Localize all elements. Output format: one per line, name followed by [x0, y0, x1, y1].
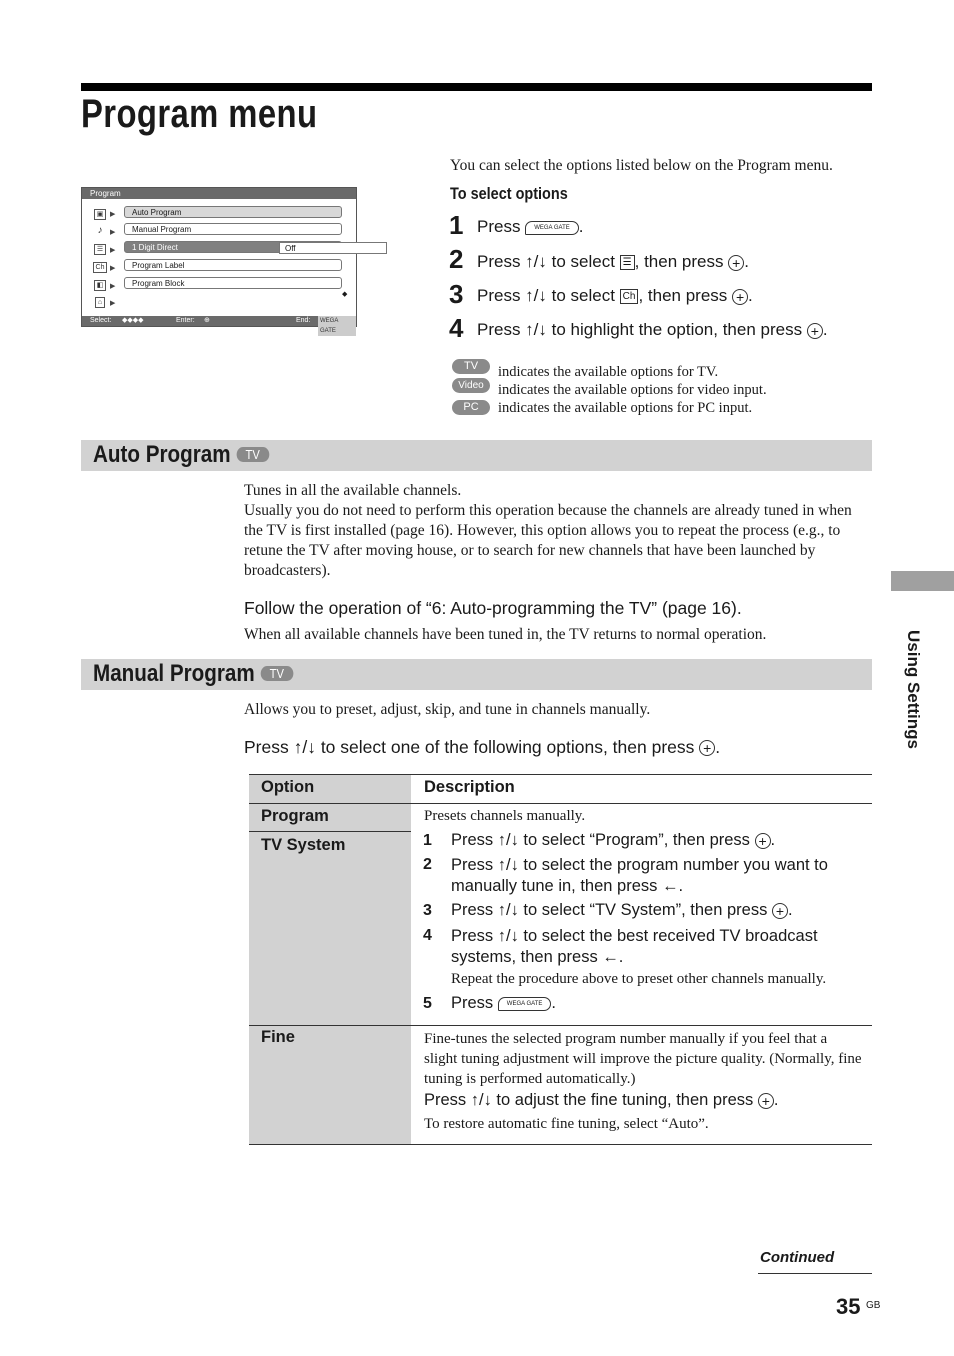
column-header-option: Option: [261, 778, 315, 796]
menu-arrow-icon: ▶: [110, 265, 116, 272]
program-icon: ☰: [86, 243, 114, 257]
option-tv-system: TV System: [261, 836, 346, 854]
side-label: Using Settings: [904, 630, 923, 750]
channel-icon: Ch: [620, 289, 639, 304]
table-step-text: Press ↑/↓ to select “TV System”, then press: [451, 901, 768, 919]
auto-program-para1: Tunes in all the available channels.: [244, 482, 462, 499]
step-text: Press ↑/↓ to highlight the option, then press: [477, 320, 803, 339]
auto-program-band: [81, 440, 872, 471]
option-fine: Fine: [261, 1028, 295, 1046]
step-text-after: .: [578, 217, 584, 236]
enter-icon: ⊕: [204, 317, 210, 324]
digit-direct-value: Off: [279, 242, 387, 254]
page-title: Program menu: [81, 92, 318, 136]
page-number: 35: [836, 1294, 861, 1319]
table-rule: [249, 1144, 872, 1145]
pip-icon: ◧: [86, 279, 114, 293]
auto-program-note: When all available channels have been tuned in, the TV returns to normal operation.: [244, 626, 767, 643]
table-step-number: 4: [423, 927, 432, 944]
wega-gate-button-icon: WEGA GATE: [498, 997, 552, 1011]
enter-button-icon: +: [772, 903, 788, 919]
step-1-text: [477, 217, 584, 237]
fine-note: To restore automatic fine tuning, select “Auto”.: [424, 1116, 709, 1132]
page-suffix: GB: [866, 1300, 881, 1311]
step-4: [449, 313, 463, 344]
section-title: Manual Program: [93, 660, 255, 687]
column-header-description: Description: [424, 778, 515, 796]
option-program: Program: [261, 807, 329, 825]
side-tab: [891, 571, 954, 591]
continued-label: Continued: [760, 1249, 835, 1266]
manual-program-desc: Allows you to preset, adjust, skip, and tune in channels manually.: [244, 701, 651, 718]
step-2: [449, 244, 463, 275]
table-step-number: 3: [423, 902, 432, 919]
table-step-text: Press ↑/↓ to select “Program”, then press: [451, 831, 750, 849]
menu-item-digit-direct[interactable]: [124, 241, 342, 253]
table-step-text: Press: [451, 994, 494, 1012]
legend-video-text: indicates the available options for video input.: [498, 382, 767, 398]
step-number: 4: [449, 313, 464, 343]
table-step-number: 1: [423, 832, 432, 849]
manual-program-band: [81, 659, 872, 690]
program-menu-screenshot: [81, 187, 357, 334]
menu-arrow-icon: ▶: [110, 300, 116, 307]
intro-text: You can select the options listed below on the Program menu.: [450, 157, 833, 174]
scroll-icon: ◆: [342, 291, 348, 298]
menu-arrow-icon: ▶: [110, 247, 116, 254]
fine-desc: Fine-tunes the selected program number manually if you feel that a slight tuning adjustment will improve the picture quality. (Normally, fine tuning is performed automatically.): [424, 1031, 862, 1087]
table-rule: [249, 803, 872, 804]
channel-icon: Ch: [86, 261, 114, 275]
tv-badge-icon: TV: [236, 447, 269, 462]
menu-item-program-label[interactable]: Program Label: [124, 259, 342, 271]
section-title: Auto Program: [93, 441, 231, 468]
auto-program-para2: Usually you do not need to perform this operation because the channels are already tuned in when the TV is first installed (page 16). However, this option allows you to repeat the process (e.g., to retune the TV after moving house, or to search for new channels that have been launched by broadcasters).: [244, 502, 852, 579]
table-step-number: 2: [423, 856, 432, 873]
enter-button-icon: +: [758, 1093, 774, 1109]
table-step-2: Press ↑/↓ to select the program number you want to manually tune in, then press ←.: [451, 856, 828, 895]
program-desc: Presets channels manually.: [424, 808, 586, 824]
enter-button-icon: +: [732, 289, 748, 305]
arrows-icon: ◆◆◆◆: [122, 317, 144, 324]
step-text: Press ↑/↓ to select: [477, 286, 615, 305]
table-step-4: Press ↑/↓ to select the best received TV broadcast systems, then press ←.: [451, 927, 818, 966]
title-rule: [81, 83, 872, 91]
step-2-text: Press ↑/↓ to select ☰ , then press + .: [477, 252, 749, 271]
auto-program-title: [93, 441, 269, 469]
pc-badge-icon: PC: [452, 400, 490, 415]
setup-icon: ⌂: [86, 296, 114, 310]
footer-enter: Enter:: [176, 317, 195, 324]
table-step-number: 5: [423, 995, 432, 1012]
sound-icon: ♪: [97, 225, 103, 236]
step-text: Press: [477, 217, 521, 236]
menu-item-program-block[interactable]: Program Block: [124, 277, 342, 289]
instruction-text: Press ↑/↓ to select one of the following options, then press: [244, 737, 695, 757]
step-number: 3: [449, 279, 464, 309]
auto-program-instruction: Follow the operation of “6: Auto-programming the TV” (page 16).: [244, 598, 742, 618]
continued-rule: [758, 1273, 872, 1274]
menu-item-label: 1 Digit Direct: [132, 243, 178, 252]
wega-gate-icon: WEGA GATE: [318, 316, 356, 336]
to-select-heading: To select options: [450, 184, 568, 203]
instruction-text: Press ↑/↓ to adjust the fine tuning, then press: [424, 1091, 754, 1109]
manual-program-title: [93, 660, 293, 688]
footer-end: End:: [296, 317, 311, 324]
menu-arrow-icon: ▶: [110, 211, 116, 218]
repeat-note: Repeat the procedure above to preset other channels manually.: [451, 971, 827, 987]
menu-arrow-icon: ▶: [110, 283, 116, 290]
menu-arrow-icon: ▶: [110, 229, 116, 236]
enter-button-icon: +: [728, 255, 744, 271]
step-3: [449, 279, 463, 310]
legend-tv-text: indicates the available options for TV.: [498, 364, 719, 380]
step-text-after: , then press: [634, 252, 724, 271]
legend-pc-text: indicates the available options for PC input.: [498, 400, 753, 416]
menu-item-manual-program[interactable]: Manual Program: [124, 223, 342, 235]
manual-program-instruction: Press ↑/↓ to select one of the following options, then press + .: [244, 737, 721, 757]
option-column: [249, 774, 411, 1144]
step-text-after: , then press: [638, 286, 728, 305]
table-step-3: Press ↑/↓ to select “TV System”, then press + .: [451, 901, 793, 919]
step-number: 2: [449, 244, 464, 274]
menu-footer: [82, 316, 356, 334]
wega-gate-button-icon: WEGA GATE: [525, 221, 579, 235]
table-rule: [249, 831, 411, 832]
step-3-text: Press ↑/↓ to select Ch , then press + .: [477, 286, 753, 305]
table-step-1: Press ↑/↓ to select “Program”, then press + .: [451, 831, 776, 849]
video-badge-icon: Video: [452, 378, 490, 393]
table-rule: [249, 1025, 872, 1026]
enter-button-icon: +: [755, 833, 771, 849]
table-step-5: Press WEGA GATE .: [451, 994, 556, 1012]
step-text: Press ↑/↓ to select: [477, 252, 615, 271]
enter-button-icon: +: [699, 740, 715, 756]
picture-icon: ▣: [86, 208, 114, 222]
menu-header: Program: [82, 188, 356, 199]
step-number: 1: [449, 210, 464, 240]
fine-instruction: Press ↑/↓ to adjust the fine tuning, then press + .: [424, 1091, 779, 1109]
auto-program-desc: [244, 481, 872, 581]
table-rule: [249, 774, 872, 775]
step-4-text: Press ↑/↓ to highlight the option, then press + .: [477, 320, 828, 339]
step-1: [449, 210, 463, 241]
tv-badge-icon: TV: [260, 666, 293, 681]
footer-select: Select:: [90, 317, 112, 324]
program-menu-icon: ☰: [620, 255, 635, 270]
enter-button-icon: +: [807, 323, 823, 339]
tv-badge-icon: TV: [452, 359, 490, 374]
menu-item-auto-program[interactable]: Auto Program: [124, 206, 342, 218]
